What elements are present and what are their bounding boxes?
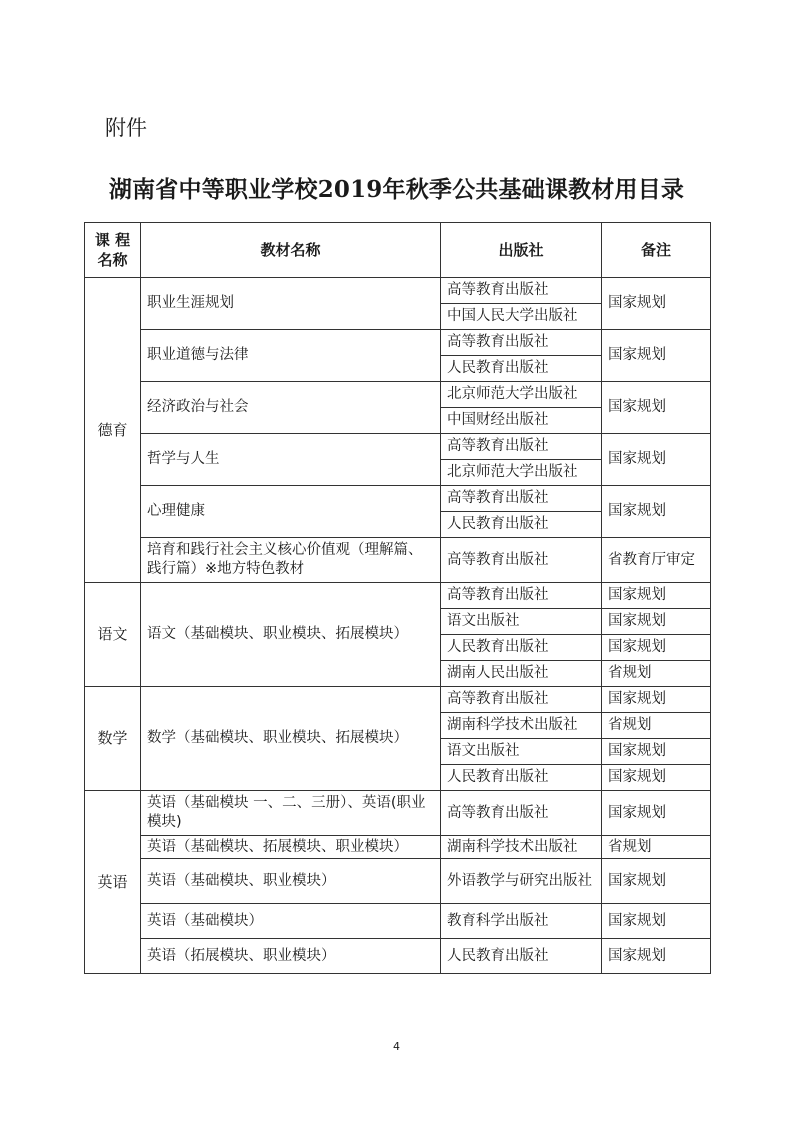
note-cell: 国家规划 [602,609,711,635]
table-row [85,904,711,939]
course-cell: 语文 [85,583,141,687]
table-row [85,538,711,583]
note-cell: 国家规划 [602,583,711,609]
note-cell: 国家规划 [602,939,711,974]
table-row [85,583,711,609]
publisher-cell: 人民教育出版社 [441,765,602,791]
note-cell: 国家规划 [602,278,711,330]
column-header-course: 课 程 名称 [85,223,141,278]
publisher-cell: 中国人民大学出版社 [441,304,602,330]
course-cell: 德育 [85,278,141,583]
publisher-cell: 人民教育出版社 [441,939,602,974]
note-cell: 省规划 [602,836,711,859]
publisher-cell: 高等教育出版社 [441,583,602,609]
publisher-cell: 北京师范大学出版社 [441,460,602,486]
note-cell: 国家规划 [602,904,711,939]
table-header-row [85,223,711,278]
book-name-cell: 英语（基础模块、职业模块） [141,859,441,904]
note-cell: 国家规划 [602,486,711,538]
page-number: 4 [393,1040,400,1053]
book-name-cell: 心理健康 [141,486,441,538]
publisher-cell: 湖南科学技术出版社 [441,836,602,859]
book-name-cell: 职业生涯规划 [141,278,441,330]
note-cell: 国家规划 [602,330,711,382]
publisher-cell: 人民教育出版社 [441,356,602,382]
publisher-cell: 湖南人民出版社 [441,661,602,687]
note-cell: 省规划 [602,713,711,739]
table-row [85,791,711,836]
publisher-cell: 高等教育出版社 [441,330,602,356]
book-name-cell: 语文（基础模块、职业模块、拓展模块） [141,583,441,687]
book-name-cell: 数学（基础模块、职业模块、拓展模块） [141,687,441,791]
publisher-cell: 语文出版社 [441,739,602,765]
book-name-cell: 培育和践行社会主义核心价值观（理解篇、践行篇）※地方特色教材 [141,538,441,583]
table-row [85,434,711,460]
column-header-note: 备注 [602,223,711,278]
publisher-cell: 高等教育出版社 [441,538,602,583]
publisher-cell: 人民教育出版社 [441,512,602,538]
publisher-cell: 教育科学出版社 [441,904,602,939]
note-cell: 国家规划 [602,635,711,661]
column-header-book-name: 教材名称 [141,223,441,278]
note-cell: 国家规划 [602,859,711,904]
note-cell: 国家规划 [602,687,711,713]
course-cell: 数学 [85,687,141,791]
note-cell: 国家规划 [602,434,711,486]
table-row [85,939,711,974]
note-cell: 国家规划 [602,382,711,434]
publisher-cell: 北京师范大学出版社 [441,382,602,408]
document-title: 湖南省中等职业学校2019年秋季公共基础课教材用目录 [108,176,685,203]
table-row [85,278,711,304]
note-cell: 国家规划 [602,791,711,836]
book-name-cell: 经济政治与社会 [141,382,441,434]
note-cell: 国家规划 [602,765,711,791]
note-cell: 国家规划 [602,739,711,765]
attachment-label: 附件 [105,116,147,140]
publisher-cell: 高等教育出版社 [441,486,602,512]
table-row [85,382,711,408]
publisher-cell: 湖南科学技术出版社 [441,713,602,739]
table-row [85,859,711,904]
book-name-cell: 英语（基础模块 一、二、三册）、英语(职业模块) [141,791,441,836]
course-cell: 英语 [85,791,141,974]
publisher-cell: 高等教育出版社 [441,687,602,713]
book-name-cell: 哲学与人生 [141,434,441,486]
publisher-cell: 中国财经出版社 [441,408,602,434]
publisher-cell: 人民教育出版社 [441,635,602,661]
publisher-cell: 高等教育出版社 [441,278,602,304]
table-row [85,486,711,512]
publisher-cell: 高等教育出版社 [441,791,602,836]
textbook-catalog-table [84,222,711,974]
column-header-publisher: 出版社 [441,223,602,278]
note-cell: 省教育厅审定 [602,538,711,583]
table-row [85,330,711,356]
table-row [85,687,711,713]
table-row [85,836,711,859]
book-name-cell: 职业道德与法律 [141,330,441,382]
note-cell: 省规划 [602,661,711,687]
book-name-cell: 英语（基础模块、拓展模块、职业模块） [141,836,441,859]
book-name-cell: 英语（基础模块） [141,904,441,939]
publisher-cell: 语文出版社 [441,609,602,635]
publisher-cell: 外语教学与研究出版社 [441,859,602,904]
publisher-cell: 高等教育出版社 [441,434,602,460]
book-name-cell: 英语（拓展模块、职业模块） [141,939,441,974]
